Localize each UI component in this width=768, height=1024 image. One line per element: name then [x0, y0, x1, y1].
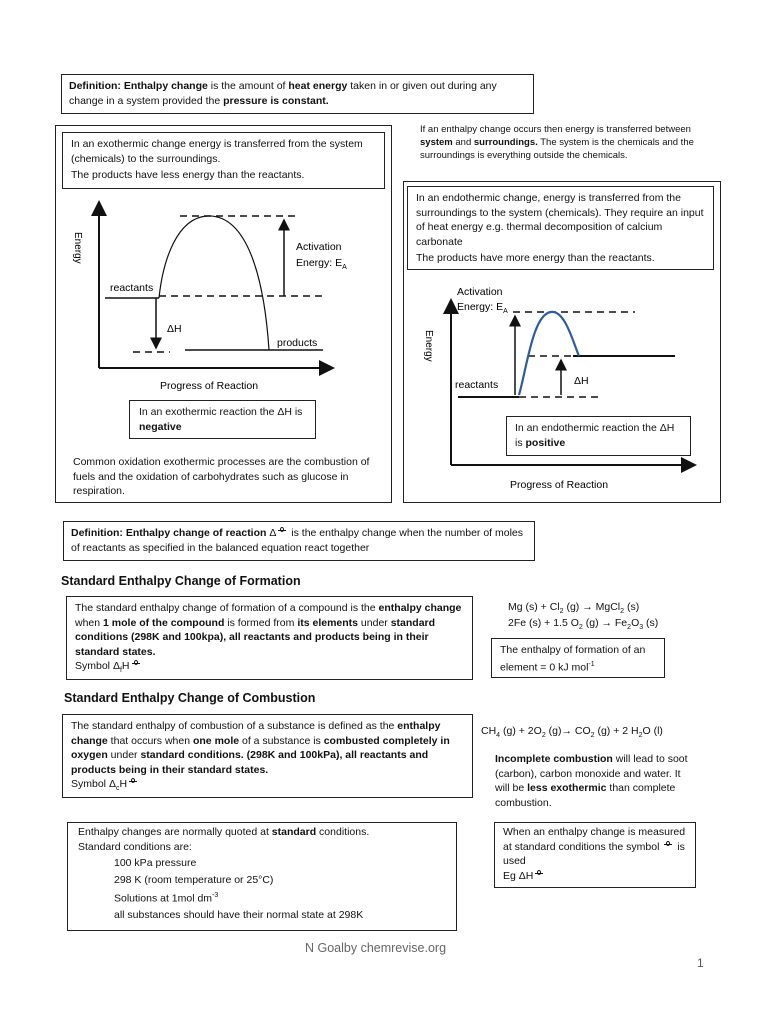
formation-symbol-end: H — [121, 660, 130, 672]
incomplete-bold: Incomplete combustion — [495, 753, 613, 765]
standard-conditions-box — [67, 822, 457, 931]
endo-energy-curve — [519, 312, 579, 395]
combustion-t3: of a substance is — [239, 734, 324, 747]
standard-symbol-icon — [130, 659, 142, 667]
endothermic-intro-line2: The products have more energy than the reactants. — [416, 252, 655, 264]
element-note-text: The enthalpy of formation of an element = 0 kJ mol — [500, 644, 646, 673]
eq1-sub2: 2 — [620, 608, 625, 616]
standard-c3-sup: -3 — [212, 892, 219, 899]
incomplete-t2: than complete combustion. — [495, 782, 676, 809]
definition-reaction — [63, 521, 535, 561]
ceq-s4: 2 — [638, 732, 643, 740]
system-note-t2: and — [452, 137, 474, 148]
definition-bold1: heat energy — [288, 80, 348, 92]
combustion-b2: one mole — [192, 734, 240, 747]
standard-symbol-icon — [662, 840, 674, 848]
combustion-symbol-sub: c — [115, 785, 120, 793]
eq1-b: (g) → MgCl — [563, 601, 621, 613]
exo-sign-bold: negative — [139, 420, 182, 433]
footer-credit: N Goalby chemrevise.org — [305, 941, 447, 955]
standard-line2: Standard conditions are: — [78, 840, 192, 853]
incomplete-combustion-note — [495, 752, 695, 810]
formation-symbol-main: Δ — [112, 660, 120, 672]
combustion-symbol-label: Symbol — [71, 778, 109, 790]
formation-t4: under — [358, 616, 391, 629]
eq1-sub: 2 — [559, 608, 564, 616]
exothermic-common: Common oxidation exothermic processes are the combustion of fuels and the oxidation of carbohydrates such as glucose in respiration. — [73, 456, 370, 497]
incomplete-bold2: less exothermic — [527, 782, 607, 794]
combustion-heading: Standard Enthalpy Change of Combustion — [64, 691, 316, 705]
formation-heading: Standard Enthalpy Change of Formation — [61, 574, 301, 588]
ceq-s3: 2 — [590, 732, 595, 740]
system-note-b2: surroundings. — [473, 137, 538, 148]
definition-label: Definition: — [69, 80, 121, 92]
eq2-sub3: 3 — [639, 624, 644, 632]
definition-enthalpy-change — [61, 74, 534, 114]
page-number: 1 — [697, 956, 704, 970]
exo-x-label: Progress of Reaction — [160, 380, 259, 392]
exo-dh-label: ΔH — [167, 323, 182, 335]
definition-text2: taken in or given out during any change in a system provided the — [69, 80, 497, 107]
combustion-b4: standard conditions. (298K and 100kPa), all reactants and products being in their standard states. — [71, 749, 429, 776]
formation-t3: is formed from — [224, 616, 298, 629]
standard-condition-concentration — [114, 889, 446, 906]
system-note-t3: The system is the chemicals and the surroundings is everything outside the chemicals. — [420, 137, 694, 161]
formation-symbol-sub: f — [119, 667, 122, 675]
formation-b3: its elements — [297, 616, 359, 629]
standard-note1: When an enthalpy change is measured at standard conditions the symbol — [503, 826, 686, 853]
endo-dh-label: ΔH — [574, 375, 589, 387]
endothermic-intro-line1: In an endothermic change, energy is transferred from the surroundings to the system (chemicals). They require an input of heat energy e.g. thermal decomposition of calcium carbonate — [416, 192, 704, 248]
standard-line1-a: Enthalpy changes are normally quoted at — [78, 826, 272, 838]
incomplete-t1: will lead to soot (carbon), carbon monoxide and water. It will be — [495, 753, 688, 794]
combustion-symbol-end: H — [119, 778, 128, 790]
combustion-definition — [62, 714, 473, 798]
eq2-sub2: 2 — [627, 624, 632, 632]
ceq-b: (g) + 2O — [500, 725, 542, 737]
exo-activation-label-2: Energy: $E_A$ — [296, 257, 347, 271]
ceq-e: O (l) — [642, 725, 663, 737]
combustion-b1: enthalpy change — [71, 720, 441, 747]
endo-y-label: Energy — [423, 330, 434, 362]
combustion-t1: The standard enthalpy of combustion of a substance is defined as the — [71, 720, 398, 732]
endothermic-sign-box — [506, 416, 691, 456]
endo-x-label: Progress of Reaction — [510, 479, 609, 491]
combustion-t2: that occurs when — [107, 734, 193, 747]
standard-symbol-icon — [127, 777, 139, 785]
eq2-sub: 2 — [578, 624, 583, 632]
eq2-a: 2Fe (s) + 1.5 O — [508, 617, 579, 629]
standard-line1-b: standard — [271, 826, 317, 838]
ceq-d: (g) + 2 H — [594, 725, 639, 737]
endothermic-diagram — [403, 272, 721, 497]
eq2-b: (g) → Fe — [582, 617, 628, 629]
exo-reactants-label: reactants — [110, 282, 154, 294]
standard-condition-pressure: 100 kPa pressure — [114, 857, 197, 869]
formation-definition — [66, 596, 473, 680]
element-formation-note — [491, 638, 665, 678]
endo-activation-label-1: Activation — [457, 286, 503, 298]
combustion-t4: under — [107, 749, 141, 761]
def-reaction-label: Definition: Enthalpy change of reaction — [71, 527, 270, 539]
def-reaction-delta: Δ — [269, 527, 277, 539]
ceq-a: CH — [481, 725, 497, 737]
ceq-c: (g)→ CO — [545, 725, 591, 737]
formation-equation-2 — [508, 616, 658, 636]
combustion-symbol-main: Δ — [108, 778, 116, 790]
standard-symbol-icon — [533, 869, 545, 877]
eq1-c: (s) — [624, 601, 640, 613]
exo-activation-label-1: Activation — [296, 241, 342, 253]
exothermic-intro-line2: The products have less energy than the reactants. — [71, 169, 305, 181]
standard-symbol-note — [494, 822, 696, 888]
ceq-s2: 2 — [541, 732, 546, 740]
exothermic-sign-box — [129, 400, 316, 439]
definition-text1: is the amount of — [207, 80, 289, 92]
endo-sign-text: In an endothermic reaction the ΔH is — [515, 422, 675, 449]
formation-b4: standard conditions (298K and 100kpa), all reactants and products being in their standard states. — [75, 616, 436, 658]
system-note-t1: If an enthalpy change occurs then energy is transferred between — [420, 124, 691, 135]
exothermic-intro-line1: In an exothermic change energy is transferred from the system (chemicals) to the surroundings. — [71, 138, 363, 165]
eq1-a: Mg (s) + Cl — [508, 601, 560, 613]
eq2-c: O — [631, 617, 640, 629]
standard-condition-temperature: 298 K (room temperature or 25°C) — [114, 873, 274, 886]
definition-term: Enthalpy change — [123, 80, 208, 92]
formation-symbol-label: Symbol — [75, 660, 113, 672]
endo-reactants-label: reactants — [455, 379, 499, 391]
exo-y-label: Energy — [72, 232, 83, 264]
combustion-b3: combusted completely in oxygen — [71, 734, 450, 761]
formation-b2: 1 mole of the compound — [103, 616, 225, 629]
endothermic-intro — [407, 186, 714, 270]
combustion-equation — [481, 724, 663, 744]
eq2-d: (s) — [643, 617, 659, 629]
standard-condition-states: all substances should have their normal state at 298K — [114, 909, 364, 921]
exo-sign-text: In an exothermic reaction the ΔH is — [139, 406, 303, 418]
element-note-sup: -1 — [588, 660, 595, 668]
ceq-s1: 4 — [496, 732, 501, 740]
formation-t2: when — [75, 616, 104, 629]
endo-sign-bold: positive — [525, 436, 566, 449]
standard-eg: Eg ΔH — [503, 869, 534, 882]
exo-products-label: products — [277, 337, 318, 349]
exothermic-diagram — [55, 190, 392, 400]
definition-bold2: pressure is constant. — [223, 94, 329, 107]
endo-activation-label-2: Energy: $E_A$ — [457, 301, 508, 315]
formation-b1: enthalpy change — [378, 602, 462, 614]
standard-symbol-icon — [276, 526, 288, 534]
exothermic-intro — [62, 132, 385, 189]
standard-c3-a: Solutions at 1mol dm — [114, 892, 213, 905]
system-note-b1: system — [420, 137, 453, 148]
standard-line1-c: conditions. — [316, 826, 370, 838]
formation-t1: The standard enthalpy change of formation of a compound is the — [75, 602, 379, 614]
standard-note2: is used — [503, 840, 685, 867]
system-surroundings-note — [420, 123, 710, 162]
def-reaction-text: is the enthalpy change when the number of moles of reactants as specified in the balanced equation react together — [71, 527, 524, 554]
